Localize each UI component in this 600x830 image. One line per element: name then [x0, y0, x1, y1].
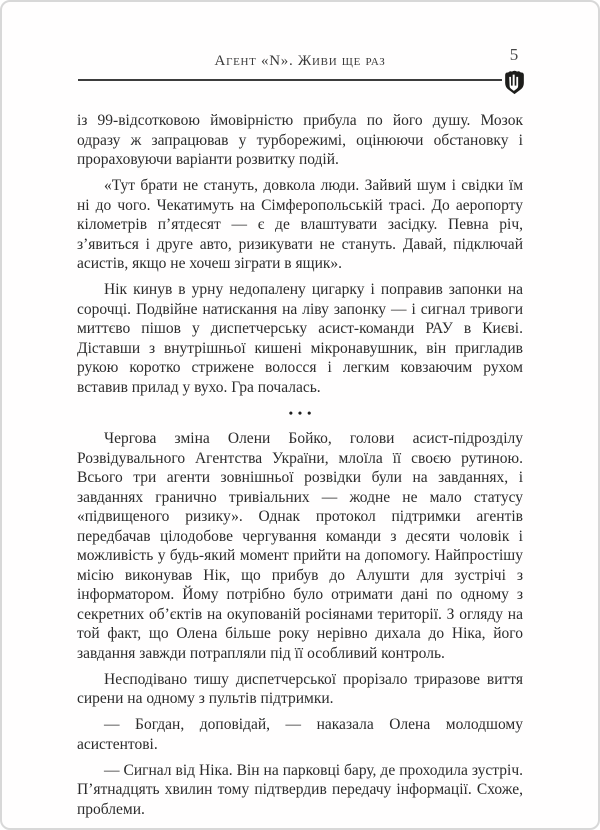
page-body	[2, 111, 598, 826]
dialogue-paragraph: — Сигнал від Ніка. Він на парковці бару, де проходила зустріч. П’ятнадцять хвилин тому підтвердив передачу інформації. Схоже, проблеми.	[77, 761, 523, 818]
section-separator: •••	[288, 405, 317, 420]
page-number: 5	[509, 45, 519, 64]
dialogue-paragraph: — Богдан, доповідай, — наказала Олена молодшому асистентові.	[77, 716, 523, 753]
paragraph: Несподівано тишу диспетчерської прорізало триразове виття сирени на одному з пультів підтримки.	[77, 670, 523, 707]
paragraph: Нік кинув в урну недопалену цигарку і поправив запонки на сорочці. Подвійне натискання на ліву запонку — і сигнал тривоги миттєво пішов у диспетчерську асист-команди РАУ в Києві. Діставши з внутрішньої кишені мікронавушник, він пригладив рукою коротко стрижене волосся і легким ковзаючим рухом вставив прилад у вухо. Гра почалась.	[77, 281, 523, 396]
paragraph: Чергова зміна Олени Бойко, голови асист-підрозділу Розвідувального Агентства України, млоїла її своєю рутиною. Всього три агенти зовнішньої розвідки були на завданнях, і завданнях гранично тривіальних — жодне не мало статусу «підвищеного ризику». Однак протокол підтримки агентів передбачав цілодобове чергування команди з десяти чоловік і можливість у будь-який момент прийти на допомогу. Найпростішу місію виконував Нік, що прибув до Алушти для зустрічі з інформатором. Йому потрібно було отримати дані по одному з секретних об’єктів на окупованій росіянами території. З огляду на той факт, що Олена більше року нерівно дихала до Ніка, його завдання завжди потрапляли під її особливий контроль.	[77, 430, 523, 662]
header-rule	[78, 79, 502, 81]
running-title: Агент «N». Живи ще раз	[214, 53, 386, 69]
paragraph: із 99-відсотковою ймовірністю прибула по його душу. Мозок одразу ж запрацював у турборежимі, оцінюючи обстановку і прораховуючи варіанти розвитку подій.	[77, 112, 523, 168]
paragraph: «Тут брати не стануть, довкола люди. Зайвий шум і свідки їм ні до чого. Чекатимуть на Сімферопольській трасі. До аеропорту кілометрів п’ятдесят — є де влаштувати засідку. Певна річ, з’явиться і друге авто, ризикувати не стануть. Давай, підключай асистів, якщо не хочеш зіграти в ящик».	[77, 177, 523, 272]
publisher-shield-logo-icon	[502, 69, 527, 96]
